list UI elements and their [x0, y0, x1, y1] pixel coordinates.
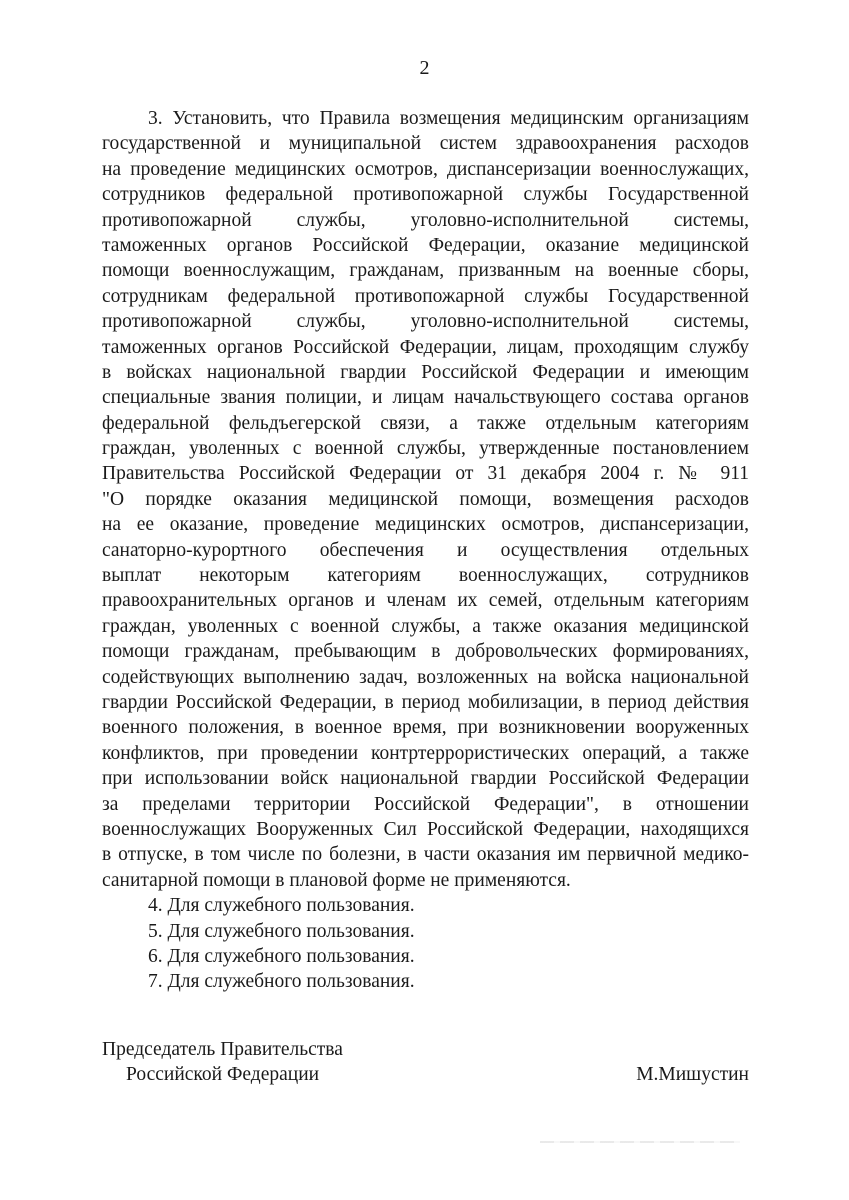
signatory-title-line-2: Российской Федерации — [126, 1064, 320, 1086]
restricted-items-list — [102, 893, 749, 995]
document-body — [102, 106, 749, 995]
paragraph-line: конфликтов, при проведении контртеррористических операций, а также — [102, 742, 749, 764]
paragraph-line: "О порядке оказания медицинской помощи, возмещения расходов — [102, 488, 749, 510]
paragraph-line: федеральной фельдъегерской связи, а также отдельным категориям — [102, 412, 749, 434]
paragraph-line: военнослужащих Вооруженных Сил Российской Федерации, находящихся — [102, 818, 749, 840]
paragraph-line: гвардии Российской Федерации, в период мобилизации, в период действия — [102, 691, 749, 713]
paragraph-line: граждан, уволенных с военной службы, а также оказания медицинской — [102, 615, 749, 637]
paragraph-line: за пределами территории Российской Федерации", в отношении — [102, 793, 749, 815]
paragraph-line: сотрудников федеральной противопожарной службы Государственной — [102, 184, 749, 206]
paragraph-line: при использовании войск национальной гвардии Российской Федерации — [102, 768, 749, 790]
scan-artifact — [540, 1141, 740, 1143]
paragraph-line: государственной и муниципальной систем здравоохранения расходов — [102, 133, 749, 155]
paragraph-line: санитарной помощи в плановой форме не применяются. — [102, 869, 571, 891]
paragraph-line: в войсках национальной гвардии Российской Федерации и имеющим — [102, 361, 749, 383]
list-item: 5. Для служебного пользования. — [148, 920, 415, 942]
paragraph-line: правоохранительных органов и членам их семей, отдельным категориям — [102, 590, 749, 612]
paragraph-line: в отпуске, в том числе по болезни, в части оказания им первичной медико- — [102, 844, 749, 866]
list-item: 6. Для служебного пользования. — [148, 945, 415, 967]
paragraph-line: таможенных органов Российской Федерации, оказание медицинской — [102, 234, 749, 256]
paragraph-line: 3. Установить, что Правила возмещения медицинским организациям — [148, 108, 749, 129]
paragraph-line: военного положения, в военное время, при возникновении вооруженных — [102, 717, 749, 739]
signatory-name: М.Мишустин — [636, 1064, 749, 1086]
page-number: 2 — [419, 57, 430, 79]
paragraph-line: противопожарной службы, уголовно-исполнительной системы, — [102, 311, 749, 333]
paragraph-line: на проведение медицинских осмотров, диспансеризации военнослужащих, — [102, 158, 749, 180]
list-item: 7. Для служебного пользования. — [148, 971, 415, 993]
paragraph-line: специальные звания полиции, и лицам начальствующего состава органов — [102, 387, 749, 409]
paragraph-line: граждан, уволенных с военной службы, утвержденные постановлением — [102, 438, 749, 460]
paragraph-3 — [102, 106, 749, 893]
paragraph-line: выплат некоторым категориям военнослужащих, сотрудников — [102, 565, 749, 587]
signatory-row — [102, 1062, 749, 1087]
list-item: 4. Для служебного пользования. — [148, 895, 415, 917]
paragraph-line: таможенных органов Российской Федерации, лицам, проходящим службу — [102, 336, 749, 358]
paragraph-line: санаторно-курортного обеспечения и осуществления отдельных — [102, 539, 749, 561]
signature-block — [102, 1037, 749, 1088]
paragraph-line: Правительства Российской Федерации от 31 декабря 2004 г. № 911 — [102, 463, 749, 485]
signatory-title-line-1: Председатель Правительства — [102, 1039, 343, 1060]
paragraph-line: содействующих выполнению задач, возложенных на войска национальной — [102, 666, 749, 688]
paragraph-line: сотрудникам федеральной противопожарной службы Государственной — [102, 285, 749, 307]
paragraph-line: противопожарной службы, уголовно-исполнительной системы, — [102, 209, 749, 231]
paragraph-line: помощи военнослужащим, гражданам, призванным на военные сборы, — [102, 260, 749, 282]
paragraph-line: на ее оказание, проведение медицинских осмотров, диспансеризации, — [102, 514, 749, 536]
paragraph-line: помощи гражданам, пребывающим в добровольческих формированиях, — [102, 641, 749, 663]
